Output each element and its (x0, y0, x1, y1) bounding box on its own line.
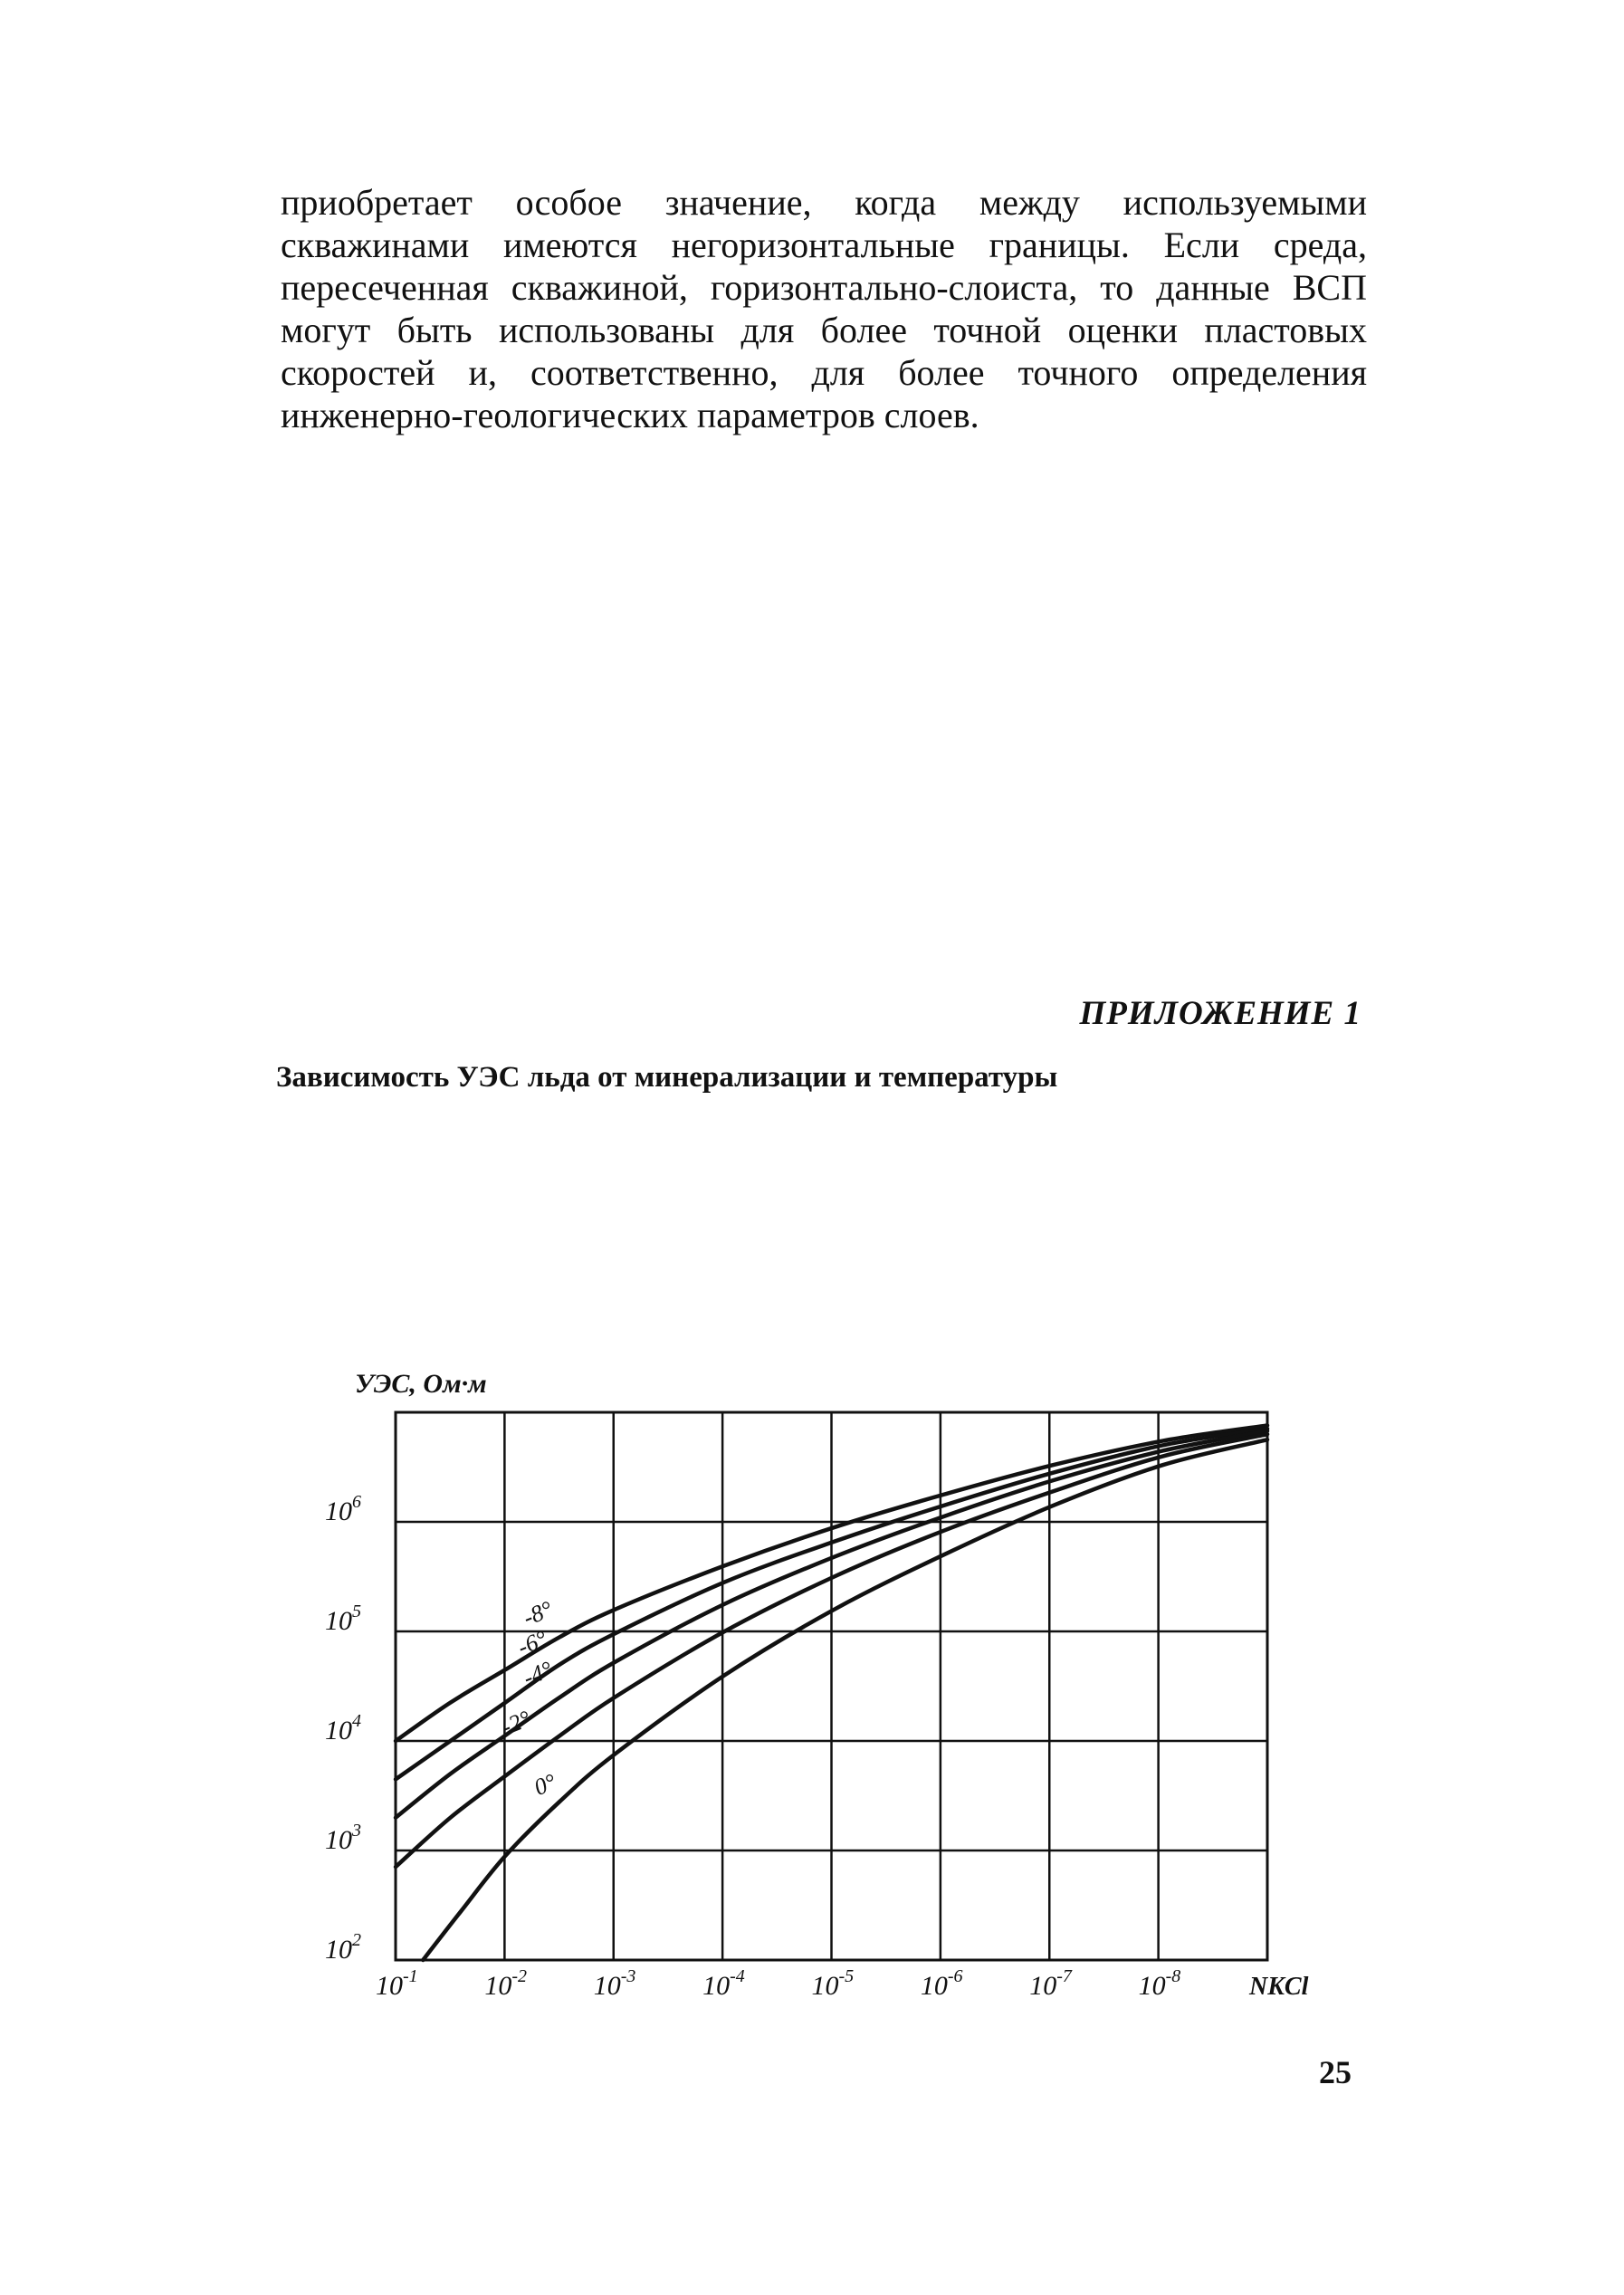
y-tick-label: $10^3$ (325, 1821, 361, 1855)
x-axis-label: NKCl (1249, 1973, 1309, 2001)
series-line (423, 1439, 1267, 1960)
y-tick-label: $10^4$ (325, 1711, 361, 1745)
x-tick-label: $10^{-8}$ (1138, 1966, 1181, 2001)
series-label: -4° (519, 1656, 557, 1692)
series-label: -6° (513, 1625, 551, 1661)
page-number: 25 (1319, 2054, 1352, 2090)
x-tick-label: $10^{-6}$ (920, 1966, 963, 2001)
x-tick-label: $10^{-7}$ (1029, 1966, 1072, 2001)
x-tick-label: $10^{-4}$ (702, 1966, 745, 2001)
x-tick-label: $10^{-5}$ (811, 1966, 855, 2001)
x-tick-label: $10^{-3}$ (593, 1966, 636, 2001)
y-tick-label: $10^6$ (325, 1492, 361, 1526)
x-tick-label: $10^{-1}$ (376, 1966, 418, 2001)
y-tick-label: $10^2$ (325, 1930, 361, 1965)
series-label: -8° (519, 1595, 557, 1631)
y-tick-label: $10^5$ (325, 1602, 361, 1636)
figure-title: Зависимость УЭС льда от минерализации и температуры (276, 1061, 1058, 1094)
y-axis-label: УЭС, Ом·м (355, 1369, 487, 1399)
series-label: 0° (530, 1768, 560, 1802)
x-tick-label: $10^{-2}$ (484, 1966, 528, 2001)
series-label: -2° (497, 1705, 535, 1741)
appendix-label: ПРИЛОЖЕНИЕ 1 (1079, 995, 1361, 1032)
body-text: приобретает особое значение, когда между используемыми скважинами имеются негоризонтальные границы. Если среда, пересеченная скважиной, горизонтально-слоиста, то данные ВСП могут быть использованы для более точной оценки пластовых скоростей и, соответственно, для более точного определения инженерно-геологических параметров слоев. (281, 182, 1367, 435)
